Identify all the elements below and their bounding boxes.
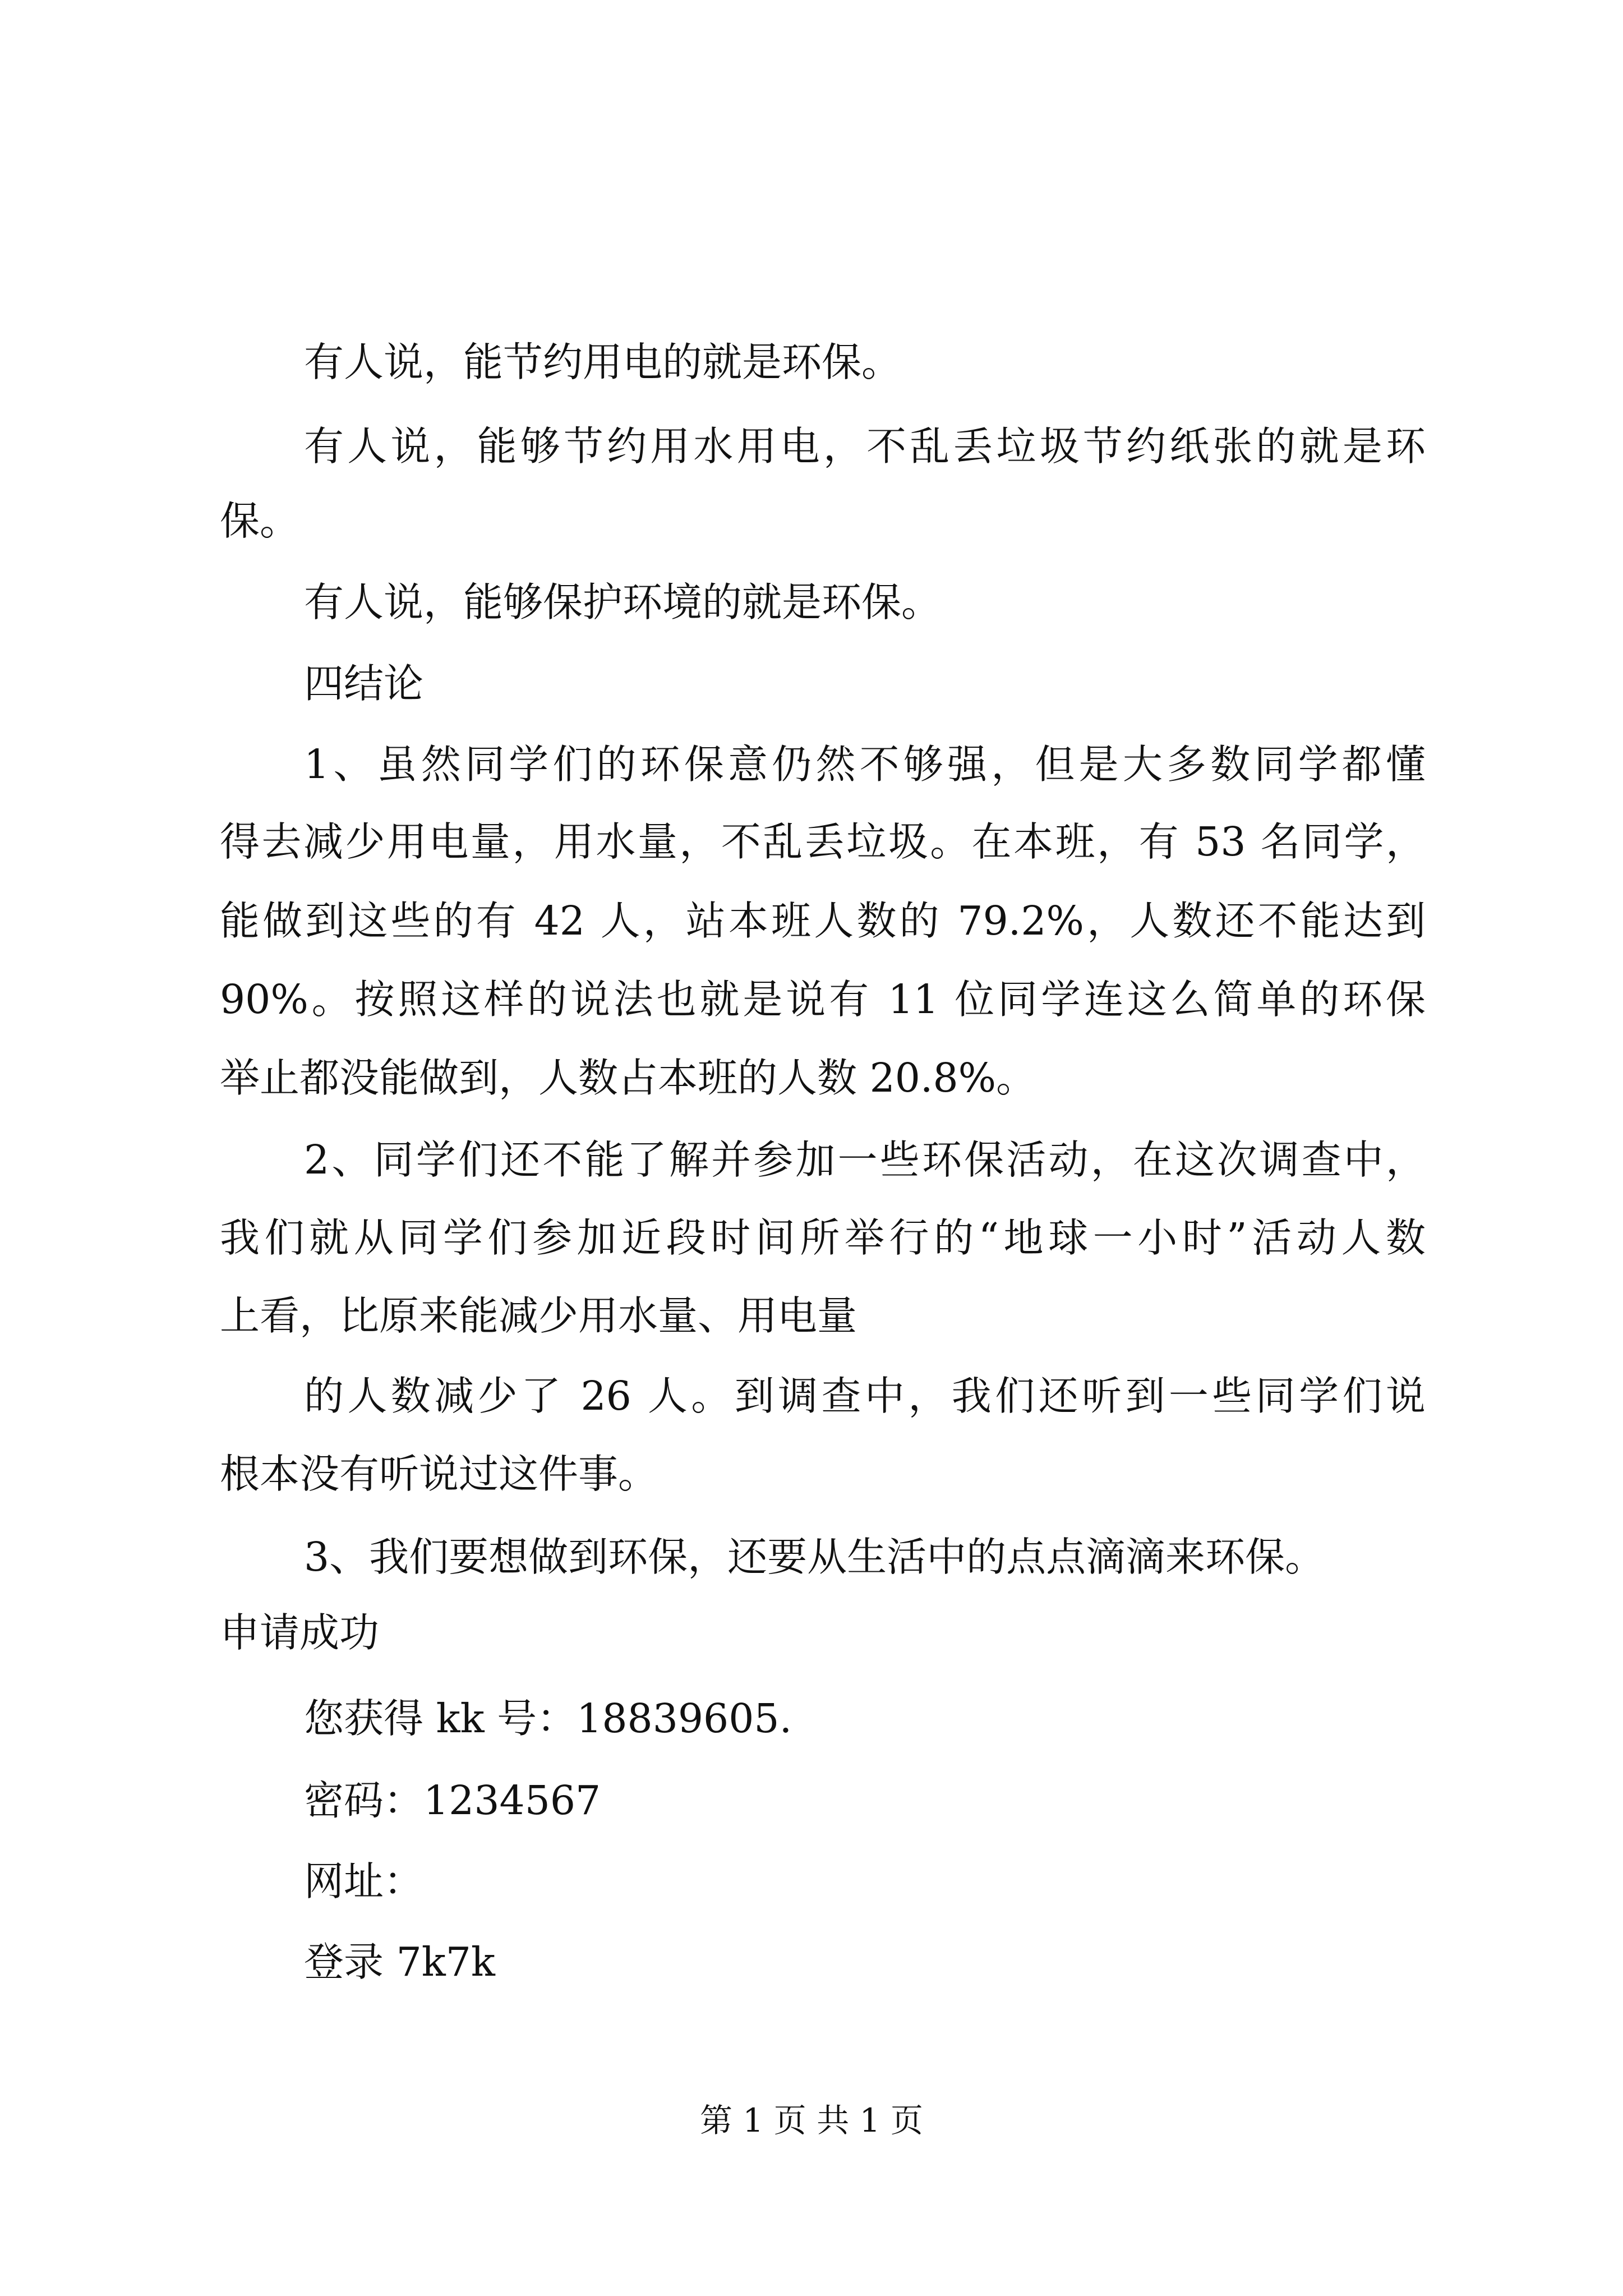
login-text: 登录 7k7k (304, 1939, 495, 1985)
paragraph-line: 90%。按照这样的说法也就是说有 11 位同学连这么简单的环保 (220, 976, 1426, 1023)
paragraph-line: 上看，比原来能减少用水量、用电量 (220, 1292, 857, 1339)
paragraph-line: 有人说，能够保护环境的就是环保。 (304, 579, 942, 625)
paragraph-line: 的人数减少了 26 人。到调查中，我们还听到一些同学们说 (304, 1373, 1426, 1419)
password-text: 密码：1234567 (304, 1777, 601, 1824)
paragraph-line: 有人说，能节约用电的就是环保。 (304, 339, 902, 385)
page-number-footer: 第 1 页 共 1 页 (700, 2101, 923, 2139)
paragraph-line: 能做到这些的有 42 人，站本班人数的 79.2%，人数还不能达到 (220, 898, 1426, 944)
paragraph-line: 有人说，能够节约用水用电，不乱丢垃圾节约纸张的就是环 (304, 423, 1426, 470)
website-label: 网址： (304, 1858, 424, 1904)
paragraph-line: 根本没有听说过这件事。 (220, 1451, 658, 1497)
paragraph-line: 我们就从同学们参加近段时间所举行的“地球一小时”活动人数 (220, 1214, 1426, 1261)
paragraph-line: 2、同学们还不能了解并参加一些环保活动，在这次调查中， (304, 1137, 1426, 1183)
notice-title: 申请成功 (220, 1609, 380, 1656)
paragraph-line: 举止都没能做到，人数占本班的人数 20.8%。 (220, 1055, 1036, 1101)
paragraph-line: 3、我们要想做到环保，还要从生活中的点点滴滴来环保。 (304, 1534, 1325, 1580)
paragraph-line: 1、虽然同学们的环保意仍然不够强，但是大多数同学都懂 (304, 741, 1426, 788)
section-heading: 四结论 (304, 660, 424, 707)
paragraph-line: 得去减少用电量，用水量，不乱丢垃圾。在本班，有 53 名同学， (220, 818, 1426, 865)
paragraph-line: 保。 (220, 498, 300, 544)
account-number-text: 您获得 kk 号：18839605. (304, 1695, 792, 1742)
